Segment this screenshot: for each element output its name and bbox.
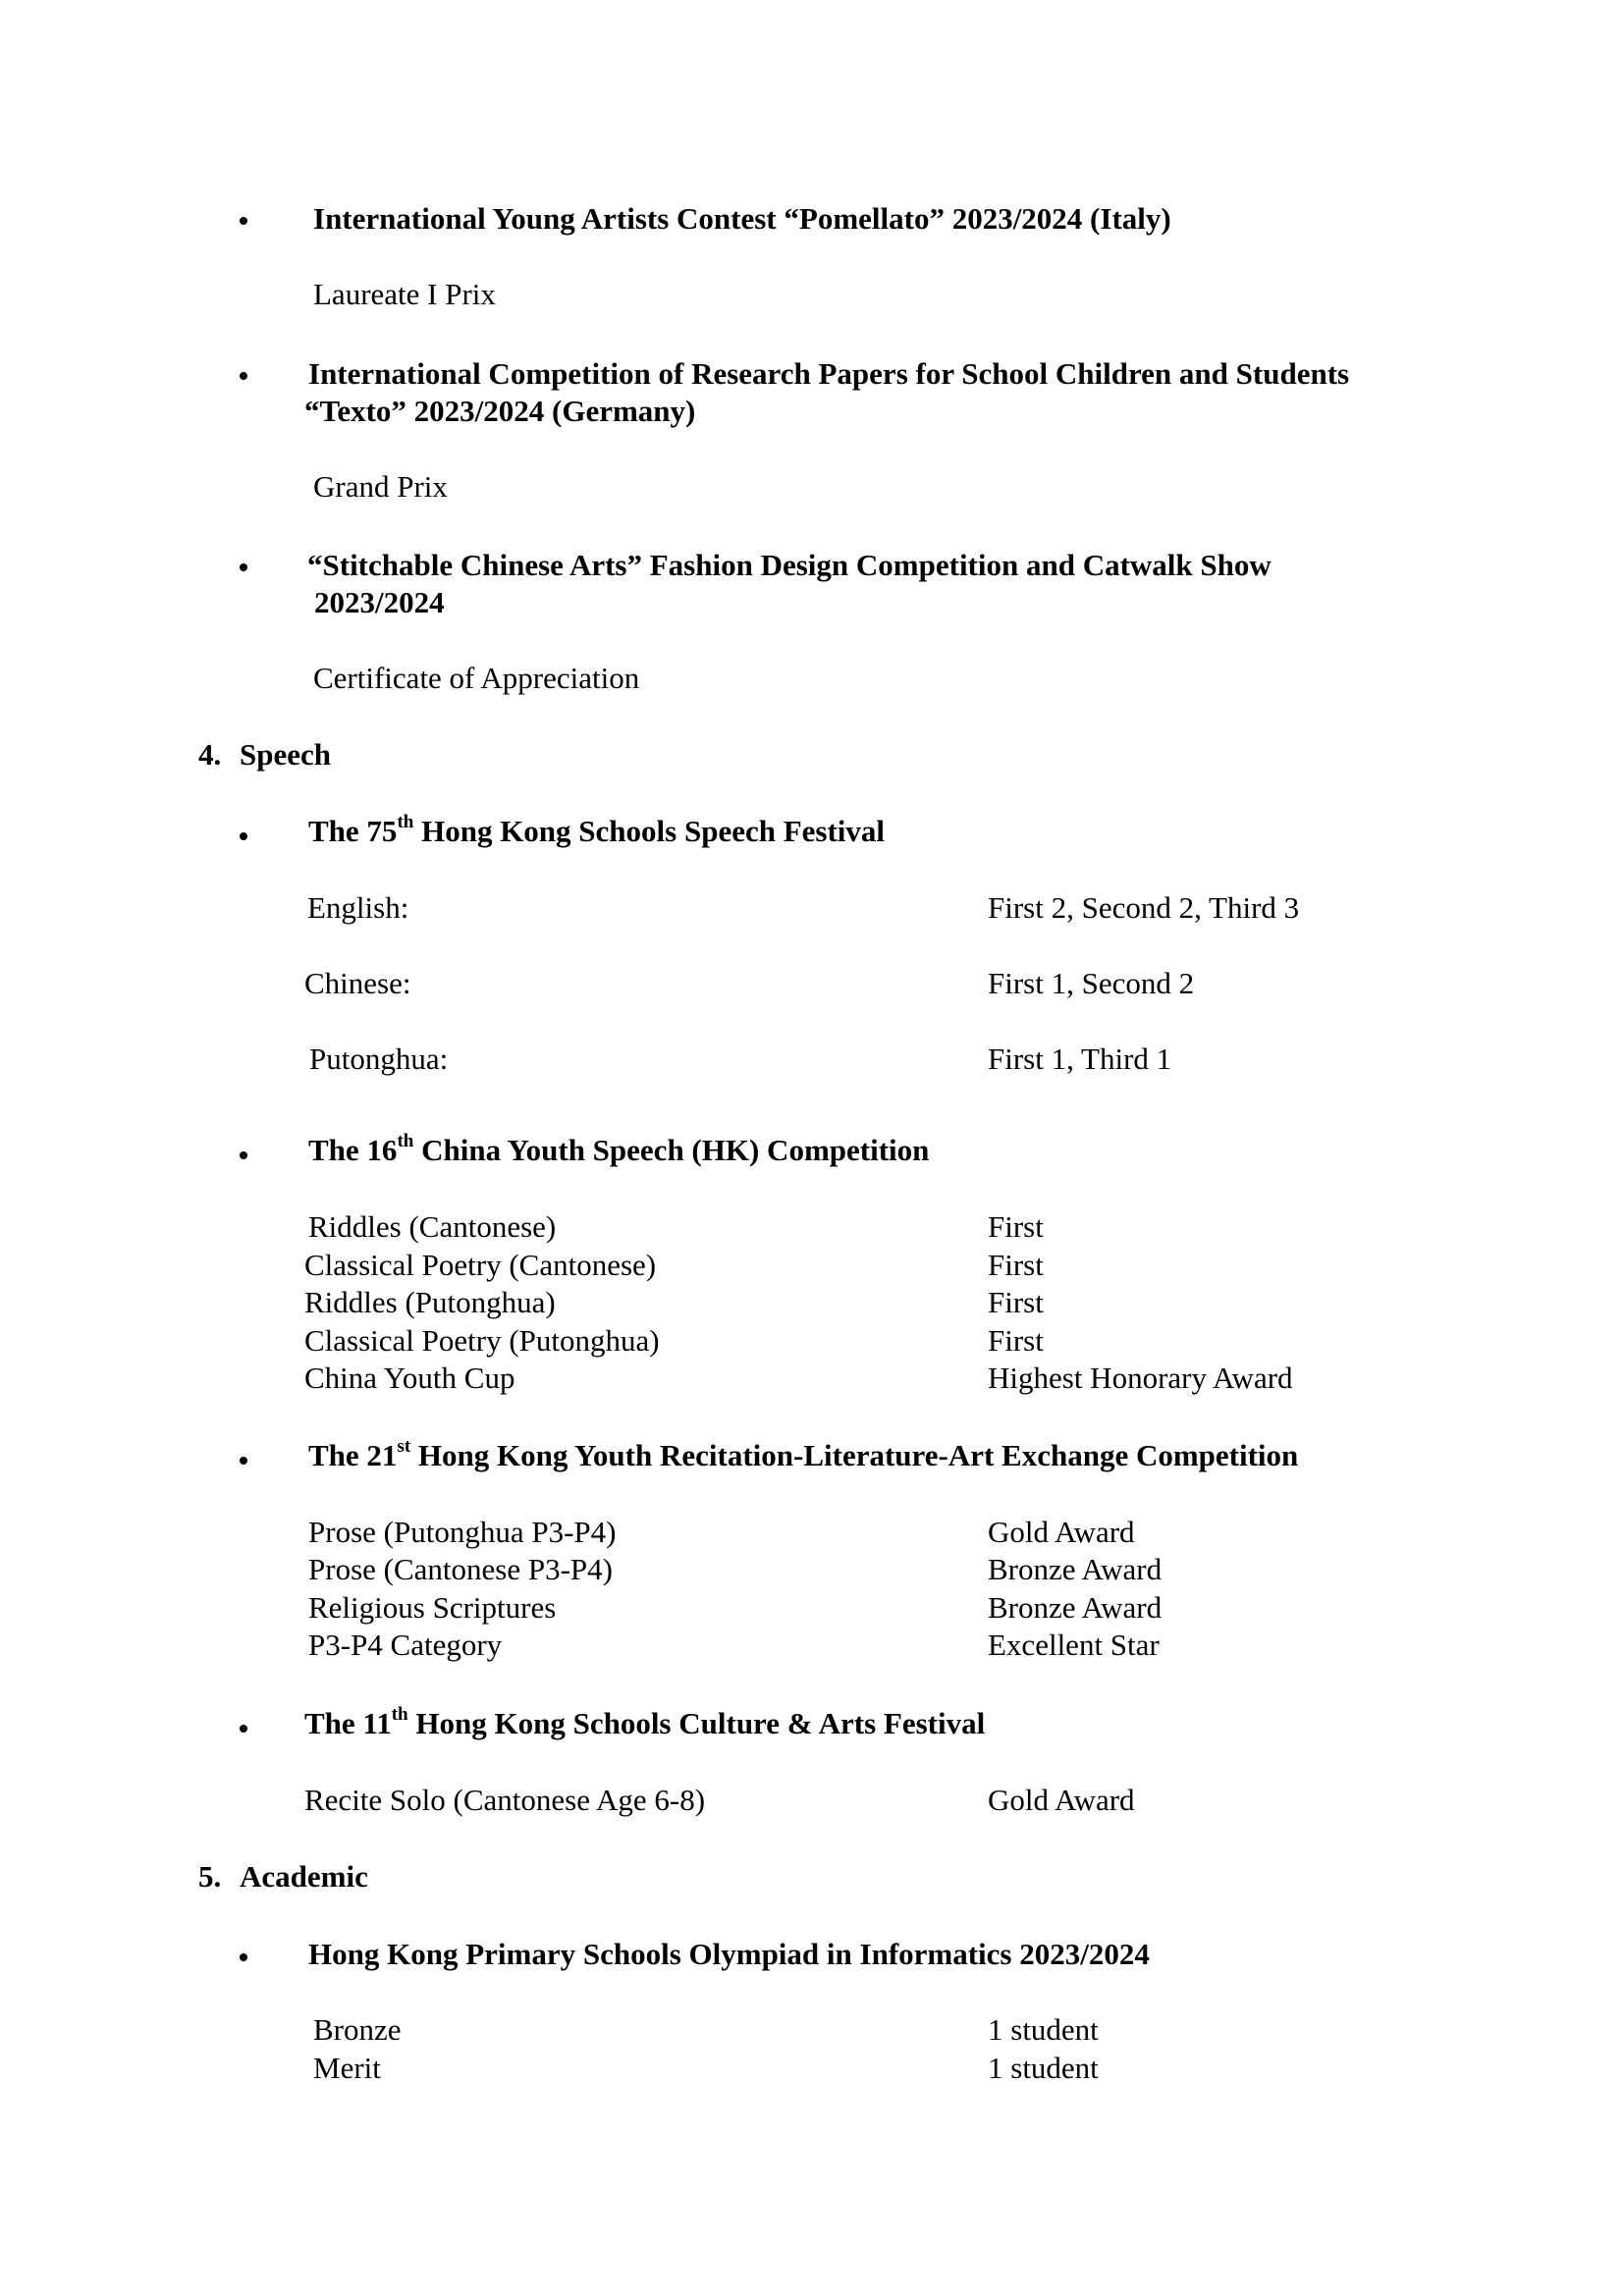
competition-title-china-youth: The 16th China Youth Speech (HK) Competition [308, 1130, 930, 1167]
result-label: Bronze [313, 2012, 402, 2047]
result-value: Highest Honorary Award [988, 1361, 1293, 1395]
result-value: Bronze Award [988, 1590, 1163, 1625]
result-label: China Youth Cup [304, 1361, 515, 1395]
award-result-stitchable: Certificate of Appreciation [313, 661, 640, 695]
award-title-texto-line2: “Texto” 2023/2024 (Germany) [304, 394, 696, 428]
competition-title-recitation: The 21st Hong Kong Youth Recitation-Literature-Art Exchange Competition [308, 1435, 1299, 1472]
section-heading-academic: Academic [240, 1859, 368, 1894]
bullet [240, 217, 247, 225]
award-title-pomellato: International Young Artists Contest “Pomellato” 2023/2024 (Italy) [313, 201, 1171, 236]
result-label: Riddles (Putonghua) [304, 1285, 556, 1319]
award-result-pomellato: Laureate I Prix [313, 277, 496, 311]
result-label: Recite Solo (Cantonese Age 6-8) [304, 1783, 706, 1817]
bullet [240, 832, 247, 840]
result-value: Gold Award [988, 1515, 1135, 1549]
section-number-academic: 5. [198, 1859, 222, 1894]
result-label: Classical Poetry (Putonghua) [304, 1323, 660, 1358]
result-value: Excellent Star [988, 1628, 1160, 1662]
result-value: 1 student [988, 2051, 1099, 2085]
result-label: Putonghua: [309, 1041, 449, 1076]
section-number-speech: 4. [198, 737, 222, 772]
result-label: P3-P4 Category [308, 1628, 503, 1662]
award-title-stitchable-line2: 2023/2024 [314, 585, 445, 619]
result-label: Prose (Putonghua P3-P4) [308, 1515, 617, 1549]
bullet [240, 1457, 247, 1465]
award-result-texto: Grand Prix [313, 469, 448, 504]
result-value: First 2, Second 2, Third 3 [988, 890, 1300, 925]
result-value: First [988, 1323, 1044, 1358]
result-value: First [988, 1285, 1044, 1319]
result-value: Bronze Award [988, 1552, 1163, 1586]
bullet [240, 1953, 247, 1961]
award-title-texto-line1: International Competition of Research Papers for School Children and Students [308, 356, 1350, 391]
result-value: First [988, 1209, 1044, 1244]
section-heading-speech: Speech [240, 737, 331, 772]
bullet [240, 372, 247, 380]
result-value: 1 student [988, 2012, 1099, 2047]
result-label: English: [307, 890, 409, 925]
bullet [240, 563, 247, 571]
bullet [240, 1725, 247, 1733]
result-value: First 1, Third 1 [988, 1041, 1172, 1076]
competition-title-culture-arts: The 11th Hong Kong Schools Culture & Arts Festival [304, 1703, 986, 1740]
result-label: Religious Scriptures [308, 1590, 557, 1625]
competition-title-speech-festival: The 75th Hong Kong Schools Speech Festival [308, 811, 886, 848]
result-label: Chinese: [304, 966, 411, 1000]
result-value: First [988, 1248, 1044, 1282]
award-title-stitchable-line1: “Stitchable Chinese Arts” Fashion Design Competition and Catwalk Show [307, 548, 1272, 582]
bullet [240, 1151, 247, 1159]
result-value: First 1, Second 2 [988, 966, 1195, 1000]
result-label: Prose (Cantonese P3-P4) [308, 1552, 613, 1586]
result-label: Classical Poetry (Cantonese) [304, 1248, 657, 1282]
result-label: Riddles (Cantonese) [308, 1209, 557, 1244]
competition-title-olympiad: Hong Kong Primary Schools Olympiad in Informatics 2023/2024 [308, 1937, 1150, 1971]
result-label: Merit [313, 2051, 381, 2085]
result-value: Gold Award [988, 1783, 1135, 1817]
